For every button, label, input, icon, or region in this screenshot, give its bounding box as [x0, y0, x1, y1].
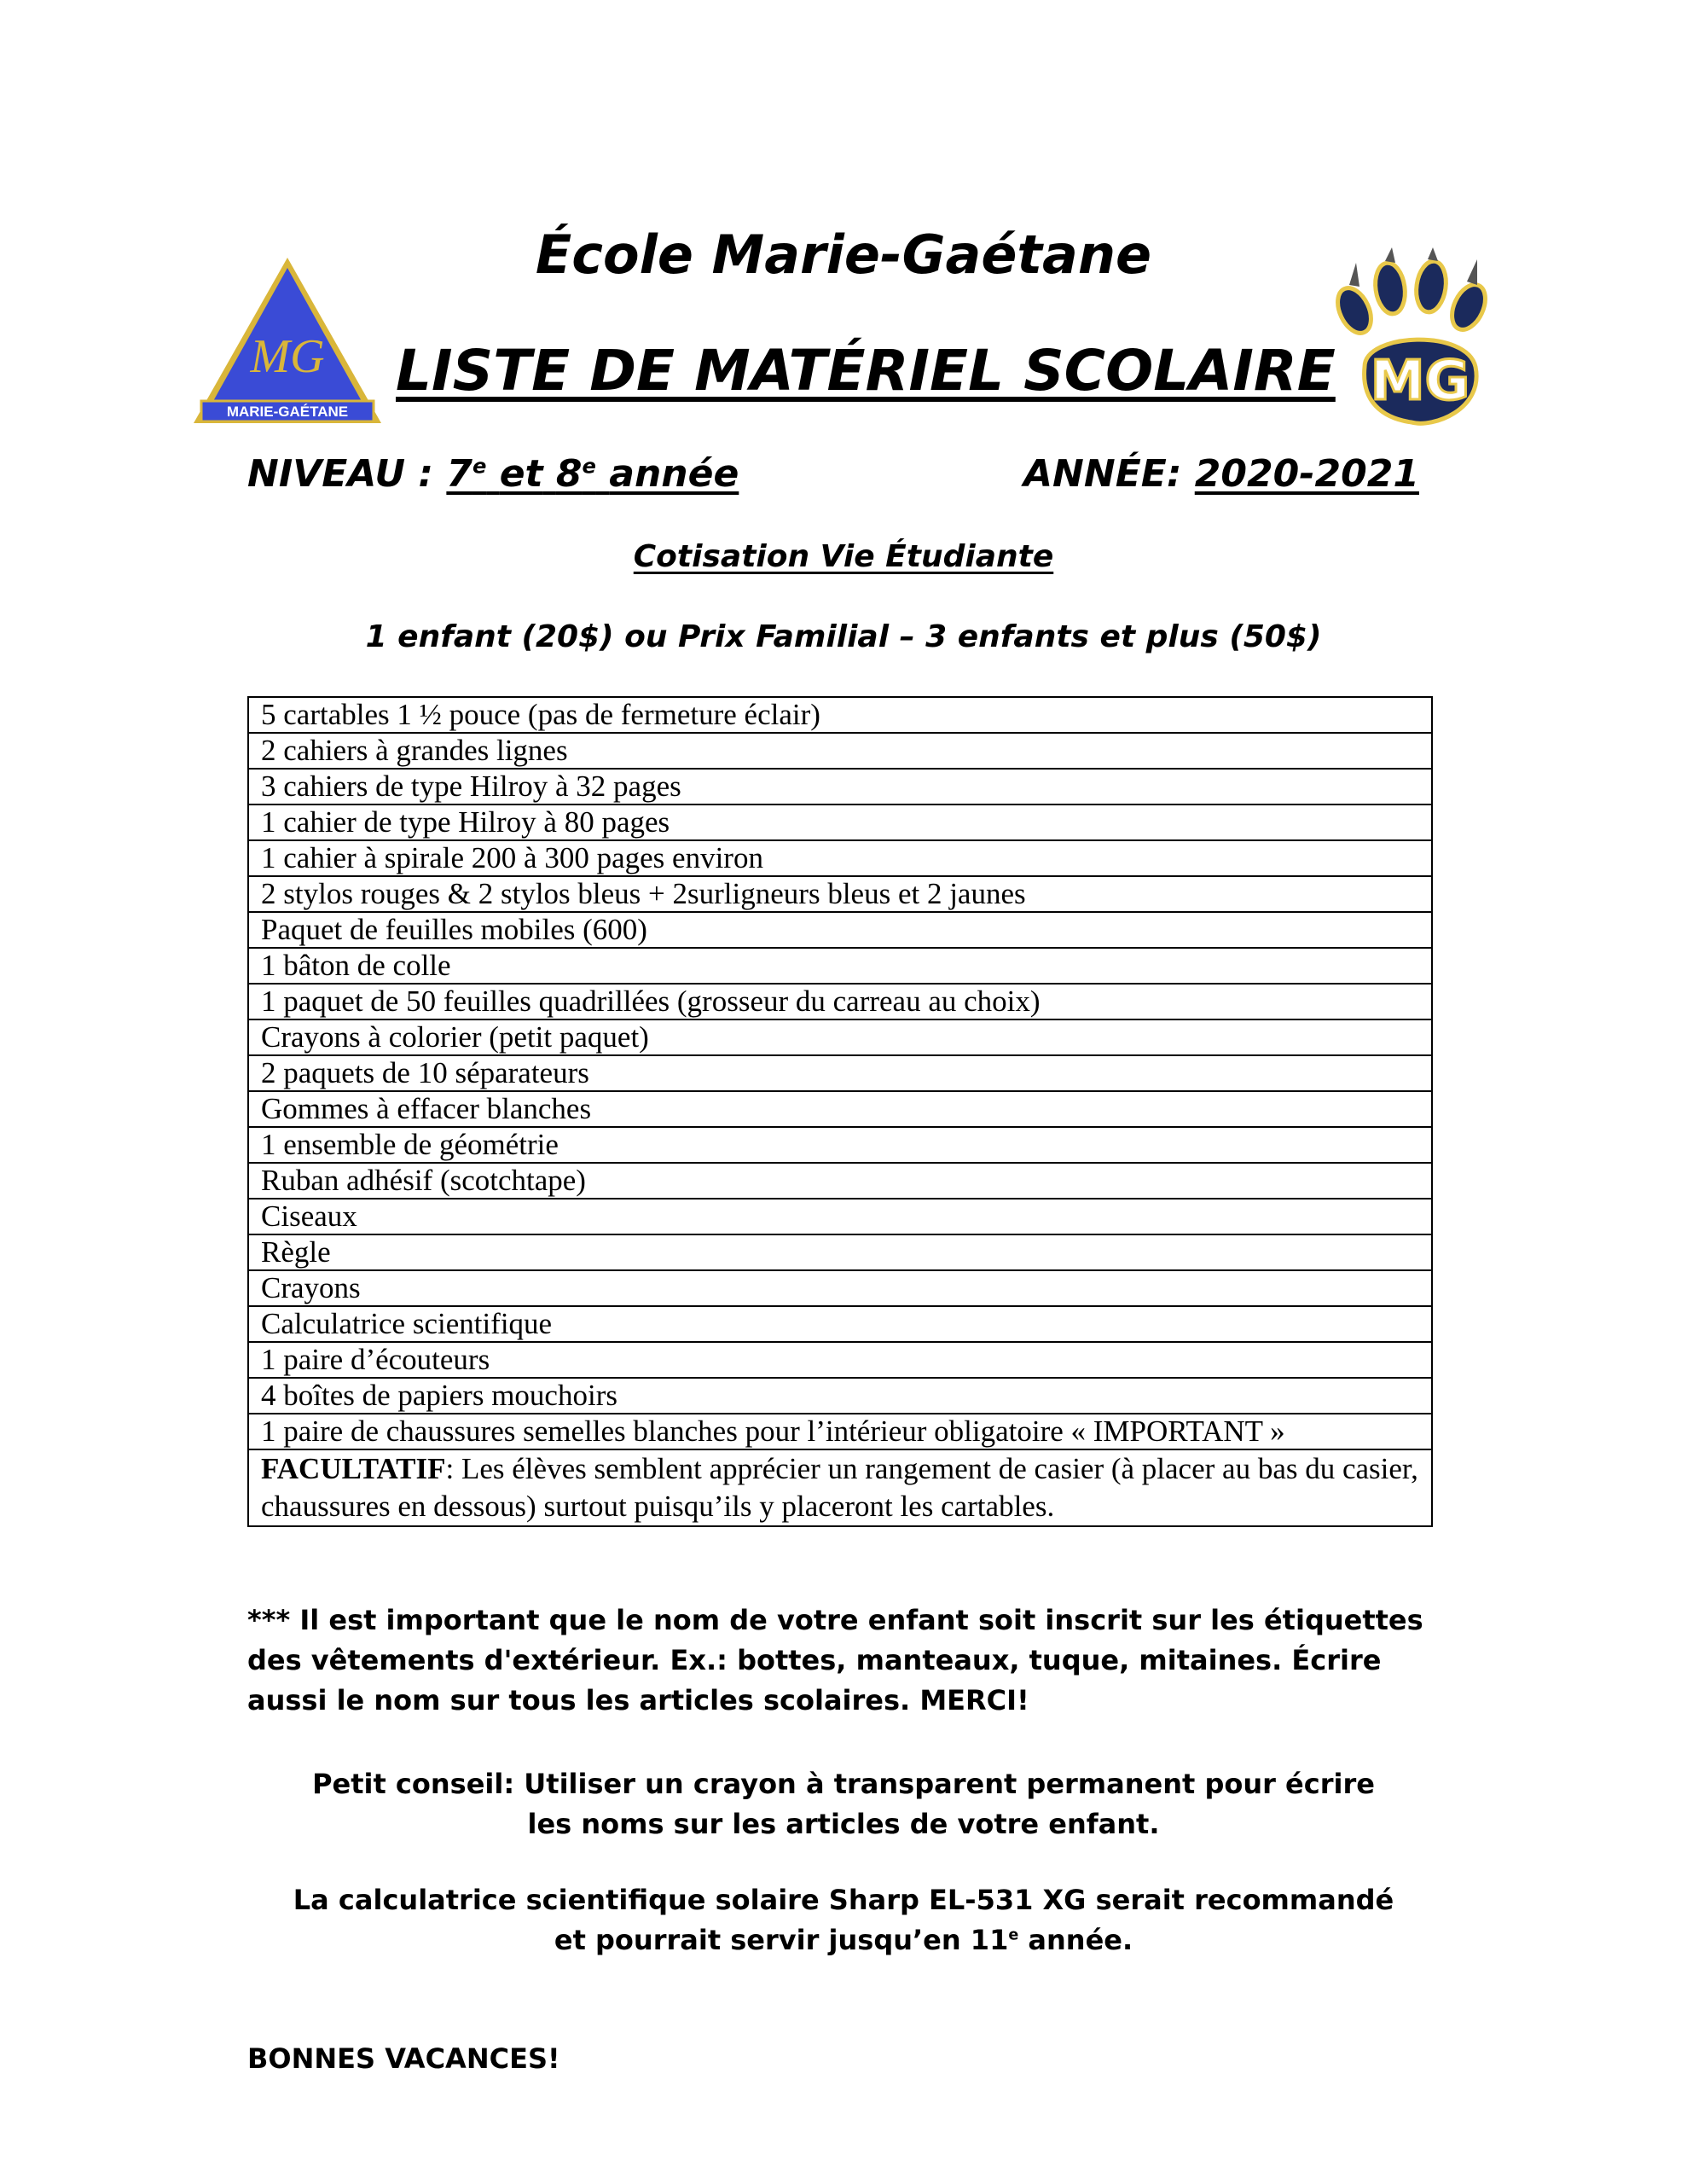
facultatif-item	[248, 1449, 1432, 1526]
svg-text:MG: MG	[250, 330, 325, 383]
grade-second-sup: e	[582, 454, 596, 479]
table-row-facultatif	[248, 1449, 1432, 1526]
year-label: ANNÉE:	[1023, 452, 1182, 496]
table-row	[248, 1163, 1432, 1199]
calculator-note	[0, 1880, 1687, 1960]
svg-text:MARIE-GAÉTANE: MARIE-GAÉTANE	[226, 404, 349, 420]
level-label: NIVEAU :	[247, 452, 434, 496]
year-line	[1023, 452, 1419, 496]
grade-suffix: année	[609, 452, 739, 496]
table-row	[248, 1378, 1432, 1414]
page-title: LISTE DE MATÉRIEL SCOLAIRE	[396, 338, 1336, 404]
price-line: 1 enfant (20$) ou Prix Familial – 3 enfants et plus (50$)	[365, 619, 1322, 654]
supply-item: Ruban adhésif (scotchtape)	[248, 1163, 1432, 1199]
table-row	[248, 1199, 1432, 1234]
important-note: *** Il est important que le nom de votre enfant soit inscrit sur les étiquettes des vêtements d'extérieur. Ex.: bottes, manteaux, tuque, mitaines. Écrire aussi le nom sur tous les articles scolaires. MERCI!	[247, 1604, 1423, 1716]
tip-line-2: les noms sur les articles de votre enfant.	[527, 1808, 1160, 1840]
table-row	[248, 1127, 1432, 1163]
tip-line-1: Petit conseil: Utiliser un crayon à transparent permanent pour écrire	[312, 1768, 1375, 1800]
supply-item: Calculatrice scientifique	[248, 1306, 1432, 1342]
supply-item: 2 paquets de 10 séparateurs	[248, 1055, 1432, 1091]
table-row	[248, 1270, 1432, 1306]
grade-second: 8	[555, 452, 583, 496]
cotisation-text: Cotisation Vie Étudiante	[633, 539, 1054, 574]
calc-line-2-sup: e	[1008, 1926, 1019, 1944]
table-row	[248, 804, 1432, 840]
table-row	[248, 733, 1432, 769]
table-row	[248, 1019, 1432, 1055]
table-row	[248, 697, 1432, 733]
supply-item: 1 paire de chaussures semelles blanches pour l’intérieur obligatoire « IMPORTANT »	[248, 1414, 1432, 1449]
supply-item: 1 cahier de type Hilroy à 80 pages	[248, 804, 1432, 840]
supply-table	[247, 696, 1433, 1527]
table-row	[248, 912, 1432, 948]
supply-item: 2 stylos rouges & 2 stylos bleus + 2surligneurs bleus et 2 jaunes	[248, 876, 1432, 912]
table-row	[248, 948, 1432, 984]
table-row	[248, 1234, 1432, 1270]
calc-line-2-post: année.	[1018, 1924, 1133, 1956]
supply-item: Gommes à effacer blanches	[248, 1091, 1432, 1127]
table-row	[248, 876, 1432, 912]
year-value: 2020-2021	[1194, 452, 1419, 496]
table-row	[248, 984, 1432, 1019]
supply-item: Ciseaux	[248, 1199, 1432, 1234]
table-row	[248, 1306, 1432, 1342]
supply-item: Crayons à colorier (petit paquet)	[248, 1019, 1432, 1055]
grade-first: 7	[446, 452, 472, 496]
supply-item: Paquet de feuilles mobiles (600)	[248, 912, 1432, 948]
supply-item: 5 cartables 1 ½ pouce (pas de fermeture éclair)	[248, 697, 1432, 733]
table-row	[248, 1342, 1432, 1378]
svg-text:MG: MG	[1370, 350, 1470, 413]
level-line	[247, 452, 739, 496]
closing-text: BONNES VACANCES!	[247, 2042, 560, 2075]
table-row	[248, 1055, 1432, 1091]
table-row	[248, 769, 1432, 804]
supply-item: Règle	[248, 1234, 1432, 1270]
tip-note	[0, 1764, 1687, 1844]
table-row	[248, 840, 1432, 876]
school-name: École Marie-Gaétane	[535, 224, 1152, 286]
supply-item: 1 ensemble de géométrie	[248, 1127, 1432, 1163]
facultatif-label: FACULTATIF	[261, 1452, 446, 1486]
grade-connector: et	[499, 452, 543, 496]
supply-item: 1 cahier à spirale 200 à 300 pages environ	[248, 840, 1432, 876]
cotisation-heading	[0, 539, 1687, 574]
calc-line-1: La calculatrice scientifique solaire Sharp EL-531 XG serait recommandé	[293, 1884, 1394, 1916]
supply-item: 1 paire d’écouteurs	[248, 1342, 1432, 1378]
grade-first-sup: e	[472, 454, 487, 479]
supply-item: 1 bâton de colle	[248, 948, 1432, 984]
table-row	[248, 1414, 1432, 1449]
supply-item: 4 boîtes de papiers mouchoirs	[248, 1378, 1432, 1414]
supply-table-body	[248, 697, 1432, 1526]
table-row	[248, 1091, 1432, 1127]
supply-item: Crayons	[248, 1270, 1432, 1306]
calc-line-2	[0, 1920, 1687, 1960]
level-value	[446, 452, 739, 496]
supply-item: 3 cahiers de type Hilroy à 32 pages	[248, 769, 1432, 804]
supply-item: 2 cahiers à grandes lignes	[248, 733, 1432, 769]
calc-line-2-pre: et pourrait servir jusqu’en 11	[554, 1924, 1009, 1956]
facultatif-text: : Les élèves semblent apprécier un rangement de casier (à placer au bas du casier, chaussures en dessous) surtout puisqu’ils y placeront les cartables.	[261, 1452, 1418, 1523]
supply-item: 1 paquet de 50 feuilles quadrillées (grosseur du carreau au choix)	[248, 984, 1432, 1019]
